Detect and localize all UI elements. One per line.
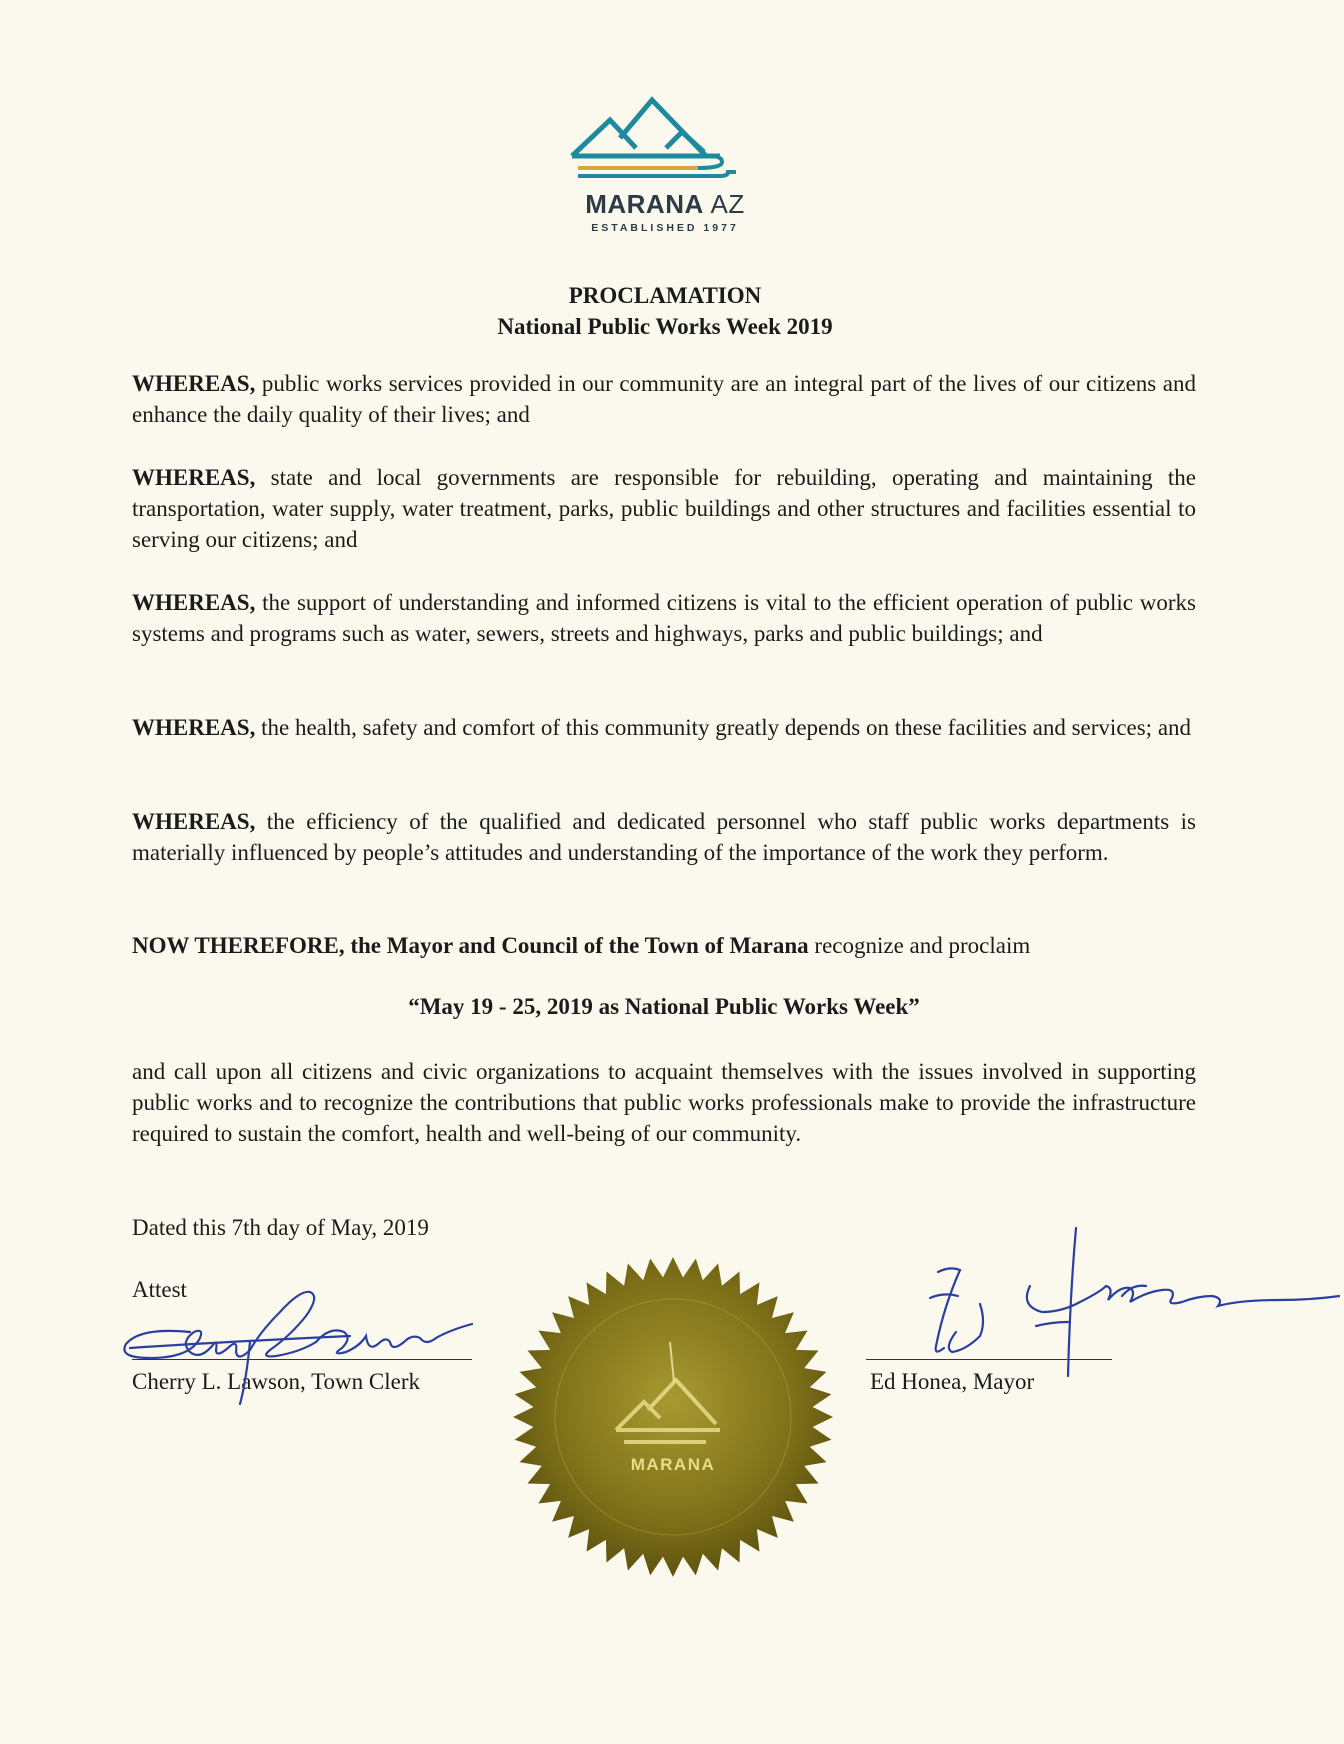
marana-logo bbox=[570, 92, 760, 244]
logo-tagline: ESTABLISHED 1977 bbox=[591, 222, 739, 234]
mountain-logo-icon bbox=[570, 92, 760, 188]
whereas-text: public works services provided in our community are an integral part of the lives of our citizens and enhance the daily quality of their lives; and bbox=[132, 371, 1196, 427]
logo-state: AZ bbox=[710, 189, 745, 219]
resolution-paragraph bbox=[132, 930, 1196, 961]
mayor-signature bbox=[900, 1226, 1340, 1386]
logo-wordmark bbox=[570, 190, 760, 218]
whereas-text: state and local governments are responsible for rebuilding, operating and maintaining the transportation, water supply, water treatment, parks, public buildings and other structures and facilities essential to serving our citizens; and bbox=[132, 465, 1196, 552]
whereas-paragraph bbox=[132, 587, 1196, 649]
whereas-lead: WHEREAS, bbox=[132, 809, 256, 834]
whereas-lead: WHEREAS, bbox=[132, 371, 256, 396]
town-seal bbox=[508, 1252, 838, 1582]
document-subtitle: National Public Works Week 2019 bbox=[497, 314, 833, 339]
closing-paragraph: and call upon all citizens and civic organizations to acquaint themselves with the issues involved in supporting public works and to recognize the contributions that public works professionals make to provide the infrastructure required to sustain the comfort, health and well-being of our community. bbox=[132, 1059, 1196, 1146]
gold-seal-icon bbox=[508, 1252, 838, 1582]
attest-label: Attest bbox=[132, 1277, 187, 1302]
whereas-text: the efficiency of the qualified and dedicated personnel who staff public works departments is materially influenced by people’s attitudes and understanding of the importance of the work they perform. bbox=[132, 809, 1196, 865]
document-title: PROCLAMATION bbox=[568, 283, 762, 308]
clerk-name: Cherry L. Lawson, Town Clerk bbox=[132, 1369, 420, 1394]
logo-name: MARANA bbox=[585, 189, 703, 219]
document-heading bbox=[0, 280, 1330, 342]
dated-line: Dated this 7th day of May, 2019 bbox=[132, 1215, 429, 1240]
mayor-name: Ed Honea, Mayor bbox=[870, 1369, 1035, 1394]
proclaimed-statement: “May 19 - 25, 2019 as National Public Works Week” bbox=[408, 994, 920, 1019]
whereas-lead: WHEREAS, bbox=[132, 590, 256, 615]
whereas-text: the support of understanding and informed citizens is vital to the efficient operation of public works systems and programs such as water, sewers, streets and highways, parks and public buildings; and bbox=[132, 590, 1196, 646]
clerk-signature bbox=[120, 1272, 500, 1412]
whereas-text: the health, safety and comfort of this community greatly depends on these facilities and services; and bbox=[255, 715, 1192, 740]
whereas-paragraph bbox=[132, 712, 1196, 743]
whereas-paragraph bbox=[132, 462, 1196, 555]
whereas-lead: WHEREAS, bbox=[132, 715, 256, 740]
whereas-lead: WHEREAS, bbox=[132, 465, 256, 490]
whereas-paragraph bbox=[132, 368, 1196, 430]
resolution-text: recognize and proclaim bbox=[808, 933, 1031, 958]
seal-text: MARANA bbox=[630, 1455, 716, 1474]
whereas-paragraph bbox=[132, 806, 1196, 868]
resolution-lead: NOW THEREFORE, the Mayor and Council of the Town of Marana bbox=[132, 933, 809, 958]
